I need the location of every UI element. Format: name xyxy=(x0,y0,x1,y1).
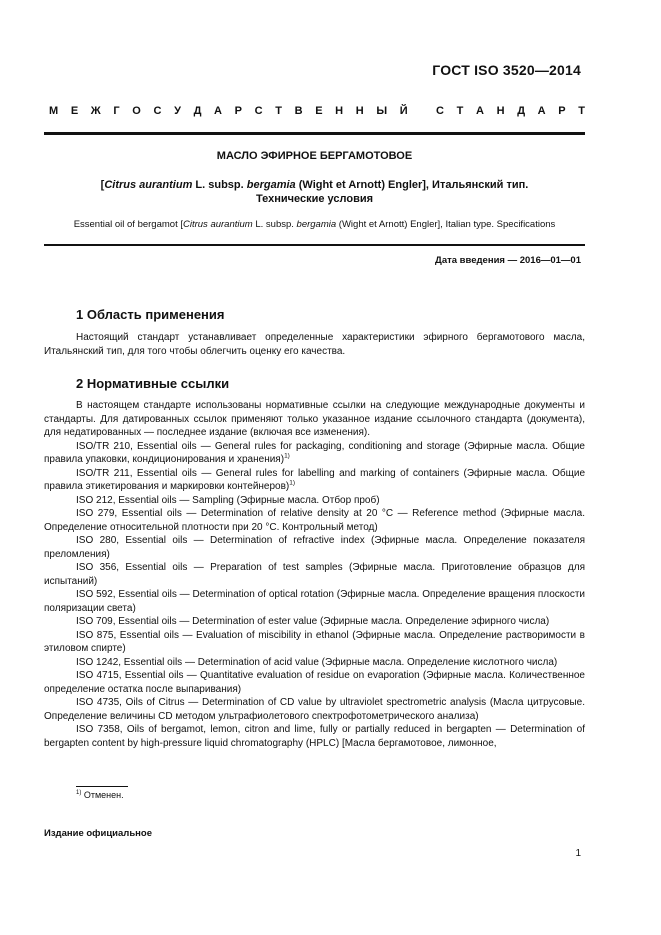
reference-text: ISO 280, Essential oils — Determination of refractive index (Эфирные масла. Определение показателя преломления) xyxy=(44,535,585,560)
section-1-body xyxy=(44,331,585,358)
normative-reference xyxy=(44,467,585,494)
section-2-intro: В настоящем стандарте использованы нормативные ссылки на следующие международные документы и стандарты. Для датированных ссылок применяют только указанное издание ссылочного стандарта (документа), для недатированных — последнее издание (включая все изменения). xyxy=(44,400,585,438)
reference-text: ISO 7358, Oils of bergamot, lemon, citron and lime, fully or partially reduced in bergapten — Determination of bergapten content by high-pressure liquid chromatography (HPLC) [Масла бергамотовое, лимонное, xyxy=(44,724,585,749)
reference-text: ISO 1242, Essential oils — Determination of acid value (Эфирные масла. Определение кислотного числа) xyxy=(76,656,558,668)
subtitle-latin-genus: Citrus aurantium xyxy=(104,179,193,191)
english-title-genus: Citrus aurantium xyxy=(183,219,253,230)
english-title xyxy=(44,219,585,230)
banner-letter: А xyxy=(214,105,222,117)
footnote-mark: 1) xyxy=(76,790,82,796)
page-number: 1 xyxy=(575,848,581,859)
reference-text: ISO 356, Essential oils — Preparation of test samples (Эфирные масла. Приготовление образцов для испытаний) xyxy=(44,562,585,587)
normative-reference xyxy=(44,588,585,615)
banner-letter: Д xyxy=(517,105,526,117)
footnote-reference-mark: 1) xyxy=(284,452,290,460)
banner-letter: Н xyxy=(355,105,364,117)
banner-letter: Н xyxy=(496,105,505,117)
subtitle-bracket: [ xyxy=(100,179,105,191)
banner-letter xyxy=(420,105,423,117)
banner-letter: У xyxy=(174,105,181,117)
banner-letter: Р xyxy=(234,105,242,117)
footnote-reference-mark: 1) xyxy=(289,479,296,487)
section-1-paragraph: Настоящий стандарт устанавливает определенные характеристики эфирного бергамотового масла, Итальянский тип, для того чтобы облегчить оценку его качества. xyxy=(44,332,585,357)
footnote-rule xyxy=(76,786,128,787)
document-code: ГОСТ ISO 3520—2014 xyxy=(432,62,581,78)
english-title-part: L. subsp. xyxy=(252,219,297,230)
subtitle-part: L. subsp. xyxy=(192,179,247,191)
english-title-subspecies: bergamia xyxy=(296,219,337,230)
banner-letter: Ы xyxy=(376,105,388,117)
banner-letter: Р xyxy=(558,105,566,117)
reference-text: ISO/TR 211, Essential oils — General rules for labelling and marking of containers (Эфирные масла. Общие правила этикетирования и маркировки контейнеров) xyxy=(44,467,585,492)
banner-letter: Й xyxy=(399,105,408,117)
banner-letter: А xyxy=(476,105,484,117)
normative-reference xyxy=(44,534,585,561)
banner-letter: Т xyxy=(578,105,585,117)
subtitle-latin-subspecies: bergamia xyxy=(246,179,296,191)
banner-letter: А xyxy=(537,105,546,117)
footnote xyxy=(76,790,124,800)
banner-letter: С xyxy=(254,105,263,117)
banner-letter: Н xyxy=(335,105,344,117)
banner-letter: Г xyxy=(113,105,120,117)
banner-letter: Д xyxy=(193,105,202,117)
banner-letter: В xyxy=(294,105,303,117)
english-title-part: Essential oil of bergamot [ xyxy=(73,219,183,230)
banner-letter: Е xyxy=(315,105,323,117)
normative-reference xyxy=(44,723,585,750)
banner-letter: Т xyxy=(275,105,282,117)
reference-text: ISO 212, Essential oils — Sampling (Эфирные масла. Отбор проб) xyxy=(76,494,380,506)
standard-subtitle xyxy=(44,178,585,206)
normative-reference xyxy=(44,656,585,670)
english-title-part: (Wight et Arnott) Engler], Italian type. Specifications xyxy=(336,219,556,230)
normative-reference xyxy=(44,696,585,723)
banner-letter: Ж xyxy=(90,105,101,117)
banner-letter: С xyxy=(153,105,162,117)
title-rule xyxy=(44,244,585,246)
interstate-standard-banner xyxy=(49,105,585,117)
normative-reference xyxy=(44,615,585,629)
normative-reference xyxy=(44,561,585,588)
section-2-heading: 2 Нормативные ссылки xyxy=(76,376,230,391)
official-edition-label: Издание официальное xyxy=(44,828,152,839)
banner-letter: С xyxy=(436,105,444,117)
footnote-text: Отменен. xyxy=(81,790,124,800)
banner-letter: Т xyxy=(456,105,464,117)
normative-reference xyxy=(44,440,585,467)
section-2-body xyxy=(44,399,585,750)
reference-text: ISO 4735, Oils of Citrus — Determination of CD value by ultraviolet spectrometric analysis (Масла цитрусовые. Определение величины CD методом ультрафиолетового спектрофотометрического анализа) xyxy=(44,697,585,722)
reference-text: ISO 4715, Essential oils — Quantitative evaluation of residue on evaporation (Эфирные масла. Количественное определение остатка после выпаривания) xyxy=(44,670,585,695)
normative-reference xyxy=(44,494,585,508)
normative-reference xyxy=(44,629,585,656)
banner-letter: М xyxy=(49,105,59,117)
subtitle-part: (Wight et Arnott) Engler], Итальянский тип. xyxy=(295,179,529,191)
header-rule xyxy=(44,132,585,135)
reference-text: ISO/TR 210, Essential oils — General rules for packaging, conditioning and storage (Эфирные масла. Общие правила упаковки, кондиционирования и хранения) xyxy=(44,440,585,465)
reference-text: ISO 875, Essential oils — Evaluation of miscibility in ethanol (Эфирные масла. Определение растворимости в этиловом спирте) xyxy=(44,629,585,654)
reference-text: ISO 592, Essential oils — Determination of optical rotation (Эфирные масла. Определение вращения плоскости поляризации света) xyxy=(44,589,585,614)
reference-text: ISO 279, Essential oils — Determination of relative density at 20 °C — Reference method (Эфирные масла. Определение относительной плотности при 20 °C. Контрольный метод) xyxy=(44,508,585,533)
introduction-date: Дата введения — 2016—01—01 xyxy=(435,255,581,266)
subtitle-line-2: Технические условия xyxy=(255,193,374,205)
reference-text: ISO 709, Essential oils — Determination of ester value (Эфирные масла. Определение эфирного числа) xyxy=(76,616,550,627)
banner-letter: О xyxy=(132,105,141,117)
standard-title: МАСЛО ЭФИРНОЕ БЕРГАМОТОВОЕ xyxy=(216,150,413,162)
normative-reference xyxy=(44,507,585,534)
banner-letter: Е xyxy=(70,105,79,117)
section-1-heading: 1 Область применения xyxy=(76,307,225,322)
normative-reference xyxy=(44,669,585,696)
